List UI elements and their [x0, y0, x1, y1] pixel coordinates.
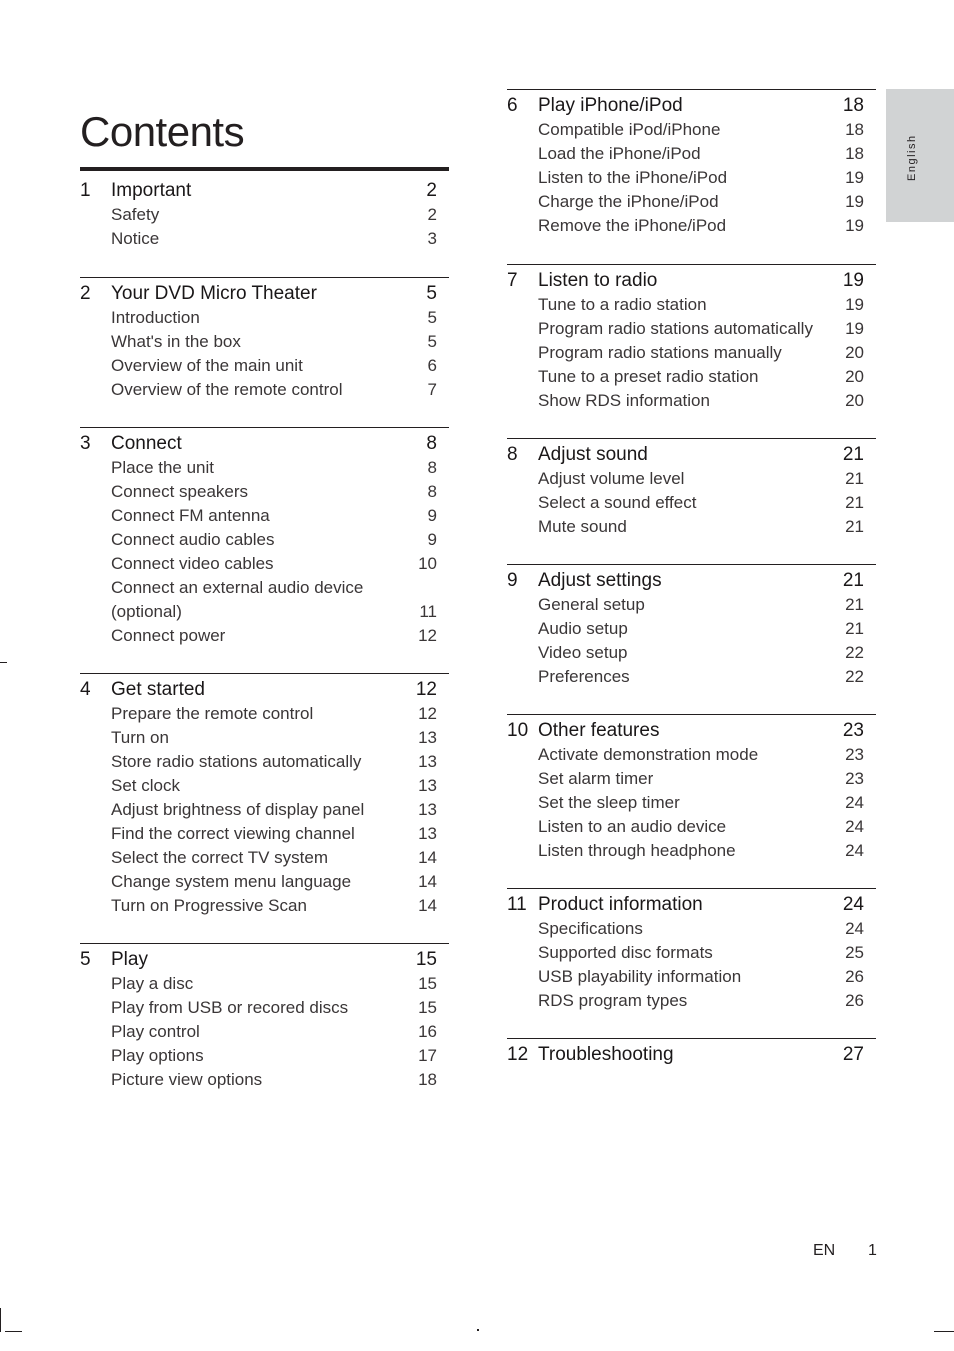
toc-entry[interactable]: [80, 870, 449, 894]
entry-page: 22: [845, 667, 864, 686]
toc-entry[interactable]: [507, 491, 876, 515]
entry-page: 19: [845, 216, 864, 235]
entry-title: Introduction: [111, 308, 200, 327]
chapter-page: 24: [842, 894, 864, 915]
toc-section: [507, 1038, 876, 1067]
toc-section: [80, 277, 449, 402]
entry-page: 15: [418, 998, 437, 1017]
toc-chapter-heading[interactable]: [507, 269, 876, 293]
entry-title: (optional): [111, 602, 182, 621]
entry-title: Audio setup: [538, 619, 628, 638]
entry-page: 26: [845, 967, 864, 986]
chapter-page: 12: [415, 679, 437, 700]
crop-mark: [0, 1308, 1, 1332]
entry-title: Connect speakers: [111, 482, 249, 501]
entry-title: Adjust brightness of display panel: [111, 800, 365, 819]
toc-entry[interactable]: [80, 528, 449, 552]
toc-entry[interactable]: [80, 1044, 449, 1068]
toc-entry[interactable]: [507, 190, 876, 214]
entry-page: 13: [418, 728, 437, 747]
chapter-page: 8: [426, 433, 437, 454]
chapter-title: Your DVD Micro Theater: [111, 283, 317, 304]
toc-entry[interactable]: [80, 306, 449, 330]
entry-title: Set alarm timer: [538, 769, 654, 788]
toc-entry[interactable]: [507, 341, 876, 365]
toc-section: [507, 89, 876, 238]
toc-entry[interactable]: [80, 822, 449, 846]
toc-chapter-heading[interactable]: [80, 948, 449, 972]
entry-title: Listen to the iPhone/iPod: [538, 168, 728, 187]
toc-section: [80, 427, 449, 648]
toc-entry[interactable]: [80, 624, 449, 648]
entry-title: What's in the box: [111, 332, 241, 351]
toc-entry[interactable]: [507, 142, 876, 166]
chapter-page: 21: [842, 570, 864, 591]
toc-entry[interactable]: [80, 702, 449, 726]
entry-page: 19: [845, 319, 864, 338]
toc-entry[interactable]: [80, 750, 449, 774]
chapter-title: Product information: [538, 894, 703, 915]
toc-section: [507, 438, 876, 539]
entry-title: Play from USB or recored discs: [111, 998, 349, 1017]
toc-entry[interactable]: [507, 641, 876, 665]
page-title: Contents: [80, 108, 245, 156]
entry-page: 21: [845, 493, 864, 512]
chapter-title: Connect: [111, 433, 182, 454]
entry-title: Store radio stations automatically: [111, 752, 362, 771]
chapter-page: 5: [426, 283, 437, 304]
entry-title: Program radio stations manually: [538, 343, 782, 362]
toc-entry[interactable]: [80, 726, 449, 750]
entry-title: Tune to a preset radio station: [538, 367, 759, 386]
toc-entry[interactable]: [80, 354, 449, 378]
toc-chapter-heading[interactable]: [80, 179, 449, 203]
toc-entry[interactable]: [80, 378, 449, 402]
entry-title: Prepare the remote control: [111, 704, 314, 723]
chapter-title: Play iPhone/iPod: [538, 95, 683, 116]
entry-page: 2: [427, 205, 437, 224]
language-tab-label: English: [906, 134, 918, 181]
chapter-title: Important: [111, 180, 192, 201]
chapter-number: 2: [80, 283, 91, 304]
toc-entry[interactable]: [80, 1068, 449, 1092]
entry-page: 14: [418, 848, 437, 867]
entry-page: 13: [418, 824, 437, 843]
chapter-number: 10: [507, 720, 529, 741]
entry-page: 18: [418, 1070, 437, 1089]
toc-section: [507, 264, 876, 413]
toc-right-column: [507, 89, 876, 1067]
chapter-number: 3: [80, 433, 91, 454]
chapter-title: Adjust sound: [538, 444, 648, 465]
entry-page: 19: [845, 168, 864, 187]
entry-title: Specifications: [538, 919, 643, 938]
language-tab: [886, 89, 954, 222]
entry-page: 15: [418, 974, 437, 993]
chapter-number: 4: [80, 679, 91, 700]
chapter-number: 8: [507, 444, 518, 465]
entry-page: 20: [845, 391, 864, 410]
toc-entry[interactable]: [80, 972, 449, 996]
entry-page: 18: [845, 120, 864, 139]
entry-page: 13: [418, 800, 437, 819]
entry-title: Play a disc: [111, 974, 194, 993]
toc-entry[interactable]: [507, 743, 876, 767]
entry-page: 24: [845, 841, 864, 860]
chapter-title: Get started: [111, 679, 205, 700]
entry-page: 24: [845, 793, 864, 812]
toc-entry[interactable]: [80, 504, 449, 528]
toc-section: [80, 943, 449, 1092]
entry-page: 12: [418, 626, 437, 645]
entry-page: 18: [845, 144, 864, 163]
entry-page: 14: [418, 896, 437, 915]
toc-entry[interactable]: [80, 203, 449, 227]
entry-page: 19: [845, 295, 864, 314]
entry-page: 20: [845, 367, 864, 386]
entry-title: Connect audio cables: [111, 530, 275, 549]
entry-page: 12: [418, 704, 437, 723]
entry-page: 22: [845, 643, 864, 662]
entry-title: Mute sound: [538, 517, 627, 536]
toc-entry[interactable]: [80, 1020, 449, 1044]
entry-title: Change system menu language: [111, 872, 352, 891]
entry-title: Connect video cables: [111, 554, 274, 573]
chapter-title: Play: [111, 949, 148, 970]
toc-entry[interactable]: [507, 941, 876, 965]
entry-title: General setup: [538, 595, 645, 614]
entry-page: 24: [845, 817, 864, 836]
entry-title: Picture view options: [111, 1070, 263, 1089]
chapter-page: 19: [842, 270, 864, 291]
toc-entry[interactable]: [80, 996, 449, 1020]
entry-title: Set the sleep timer: [538, 793, 680, 812]
chapter-number: 9: [507, 570, 518, 591]
toc-entry[interactable]: [507, 767, 876, 791]
chapter-number: 5: [80, 949, 91, 970]
chapter-page: 18: [842, 95, 864, 116]
entry-title: Connect FM antenna: [111, 506, 270, 525]
toc-entry[interactable]: [507, 617, 876, 641]
chapter-title: Adjust settings: [538, 570, 662, 591]
entry-title: Find the correct viewing channel: [111, 824, 355, 843]
entry-page: 21: [845, 619, 864, 638]
entry-page: 10: [418, 554, 437, 573]
toc-entry[interactable]: [507, 989, 876, 1013]
chapter-page: 23: [842, 720, 864, 741]
chapter-number: 12: [507, 1044, 529, 1065]
toc-entry[interactable]: [507, 467, 876, 491]
entry-page: 24: [845, 919, 864, 938]
toc-entry[interactable]: [507, 515, 876, 539]
entry-page: 9: [427, 506, 437, 525]
toc-chapter-heading[interactable]: [507, 443, 876, 467]
toc-entry[interactable]: [507, 389, 876, 413]
chapter-number: 7: [507, 270, 518, 291]
toc-chapter-heading[interactable]: [507, 719, 876, 743]
entry-page: 5: [427, 332, 437, 351]
entry-title: Play options: [111, 1046, 204, 1065]
toc-entry[interactable]: [80, 456, 449, 480]
entry-title: Show RDS information: [538, 391, 710, 410]
chapter-page: 2: [426, 180, 437, 201]
chapter-number: 6: [507, 95, 518, 116]
toc-section: [80, 673, 449, 918]
toc-entry[interactable]: [507, 791, 876, 815]
entry-title: Overview of the remote control: [111, 380, 343, 399]
crop-mark: [477, 1329, 479, 1331]
chapter-title: Troubleshooting: [538, 1044, 674, 1065]
footer-language: EN: [813, 1242, 836, 1259]
entry-page: 21: [845, 517, 864, 536]
toc-section: [80, 167, 449, 251]
entry-page: 8: [427, 482, 437, 501]
toc-section: [507, 888, 876, 1013]
entry-title: Play control: [111, 1022, 200, 1041]
entry-page: 25: [845, 943, 864, 962]
toc-chapter-heading[interactable]: [80, 678, 449, 702]
entry-title: Select a sound effect: [538, 493, 697, 512]
entry-title: USB playability information: [538, 967, 742, 986]
entry-page: 21: [845, 469, 864, 488]
entry-page: 5: [427, 308, 437, 327]
entry-title: Program radio stations automatically: [538, 319, 813, 338]
entry-title: Tune to a radio station: [538, 295, 707, 314]
toc-entry[interactable]: [80, 330, 449, 354]
entry-title: Preferences: [538, 667, 630, 686]
toc-entry[interactable]: [507, 665, 876, 689]
chapter-page: 15: [415, 949, 437, 970]
toc-entry[interactable]: [80, 552, 449, 576]
entry-page: 16: [418, 1022, 437, 1041]
entry-title: Listen to an audio device: [538, 817, 727, 836]
entry-title: Connect an external audio device: [111, 578, 364, 597]
entry-page: 23: [845, 769, 864, 788]
entry-page: 13: [418, 776, 437, 795]
entry-page: 19: [845, 192, 864, 211]
entry-page: 7: [427, 380, 437, 399]
toc-entry[interactable]: [80, 576, 449, 600]
toc-chapter-heading[interactable]: [80, 282, 449, 306]
entry-title: Turn on: [111, 728, 169, 747]
toc-entry[interactable]: [80, 774, 449, 798]
entry-page: 13: [418, 752, 437, 771]
toc-chapter-heading[interactable]: [507, 1043, 876, 1067]
entry-title: Remove the iPhone/iPod: [538, 216, 727, 235]
entry-title: Place the unit: [111, 458, 215, 477]
entry-page: 11: [419, 602, 437, 621]
crop-mark: [0, 662, 7, 663]
entry-title: Adjust volume level: [538, 469, 685, 488]
entry-title: Overview of the main unit: [111, 356, 303, 375]
toc-entry[interactable]: [507, 815, 876, 839]
toc-chapter-heading[interactable]: [80, 432, 449, 456]
chapter-number: 1: [80, 180, 91, 201]
footer-page-number: 1: [868, 1242, 877, 1259]
toc-entry[interactable]: [80, 894, 449, 918]
toc-entry[interactable]: [507, 965, 876, 989]
entry-title: RDS program types: [538, 991, 688, 1010]
chapter-number: 11: [507, 894, 527, 915]
entry-page: 8: [427, 458, 437, 477]
entry-page: 6: [427, 356, 437, 375]
entry-title: Video setup: [538, 643, 628, 662]
entry-page: 23: [845, 745, 864, 764]
toc-chapter-heading[interactable]: [507, 94, 876, 118]
entry-page: 14: [418, 872, 437, 891]
entry-title: Connect power: [111, 626, 226, 645]
entry-title: Supported disc formats: [538, 943, 713, 962]
chapter-page: 21: [842, 444, 864, 465]
toc-entry[interactable]: [507, 917, 876, 941]
entry-title: Set clock: [111, 776, 180, 795]
entry-page: 20: [845, 343, 864, 362]
crop-mark: [5, 1331, 22, 1332]
entry-title: Listen through headphone: [538, 841, 736, 860]
toc-entry[interactable]: [507, 317, 876, 341]
toc-section: [507, 714, 876, 863]
entry-page: 9: [427, 530, 437, 549]
chapter-page: 27: [842, 1044, 864, 1065]
entry-page: 17: [418, 1046, 437, 1065]
toc-entry[interactable]: [507, 214, 876, 238]
chapter-title: Listen to radio: [538, 270, 658, 291]
toc-entry[interactable]: [80, 480, 449, 504]
entry-page: 3: [427, 229, 437, 248]
entry-title: Activate demonstration mode: [538, 745, 759, 764]
toc-chapter-heading[interactable]: [507, 893, 876, 917]
toc-entry[interactable]: [507, 593, 876, 617]
entry-title: Select the correct TV system: [111, 848, 328, 867]
toc-entry[interactable]: [507, 166, 876, 190]
toc-left-column: [80, 167, 449, 1092]
toc-entry[interactable]: [507, 118, 876, 142]
entry-title: Notice: [111, 229, 160, 248]
entry-page: 26: [845, 991, 864, 1010]
toc-entry[interactable]: [507, 293, 876, 317]
entry-page: 21: [845, 595, 864, 614]
entry-title: Safety: [111, 205, 160, 224]
toc-section: [507, 564, 876, 689]
toc-entry[interactable]: [507, 839, 876, 863]
toc-entry[interactable]: [80, 600, 449, 624]
entry-title: Charge the iPhone/iPod: [538, 192, 719, 211]
toc-chapter-heading[interactable]: [507, 569, 876, 593]
entry-title: Turn on Progressive Scan: [111, 896, 307, 915]
toc-entry[interactable]: [507, 365, 876, 389]
entry-title: Load the iPhone/iPod: [538, 144, 701, 163]
toc-entry[interactable]: [80, 846, 449, 870]
chapter-title: Other features: [538, 720, 660, 741]
entry-title: Compatible iPod/iPhone: [538, 120, 721, 139]
toc-entry[interactable]: [80, 227, 449, 251]
toc-entry[interactable]: [80, 798, 449, 822]
crop-mark: [934, 1331, 954, 1332]
